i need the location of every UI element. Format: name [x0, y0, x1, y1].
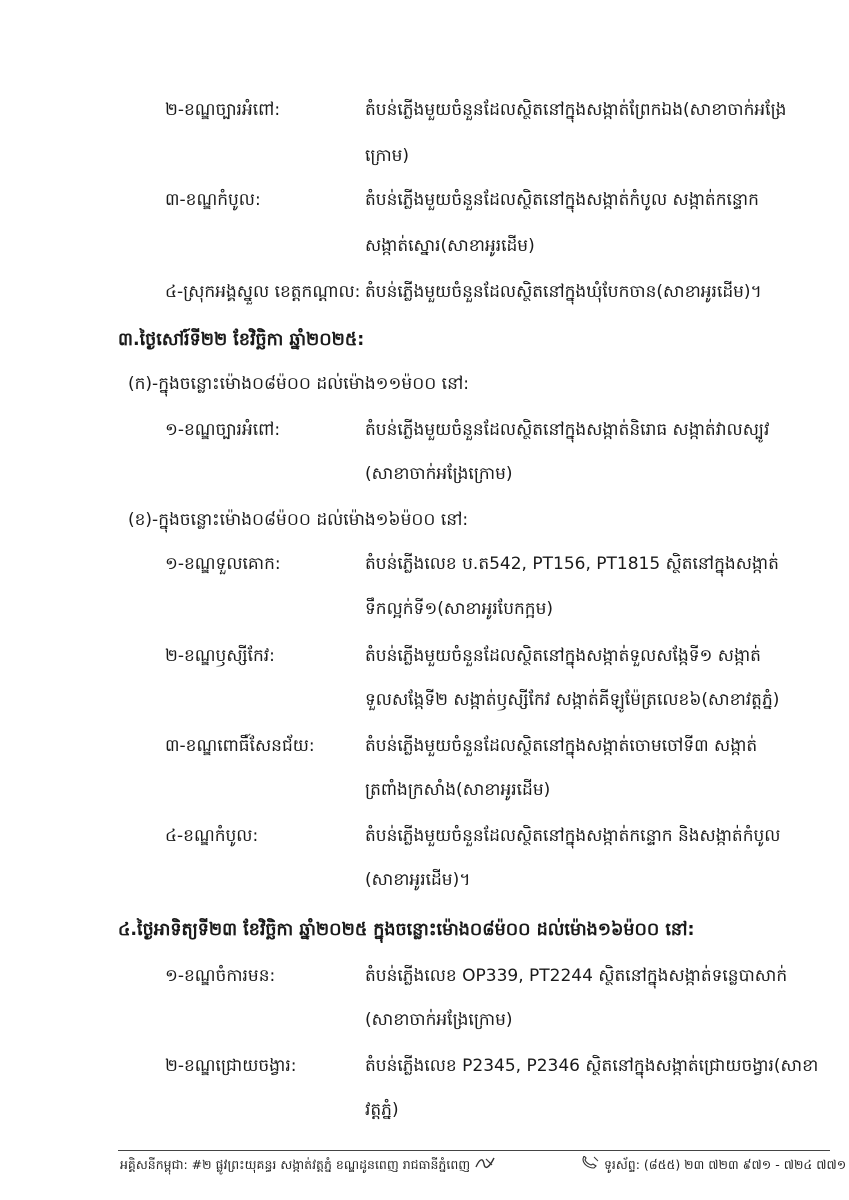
list-item-continuation [0, 778, 849, 812]
item-text: តំបន់ភ្លើងលេខ ប.ត542, PT156, PT1815 ស្ថិតនៅក្នុងសង្កាត់ [365, 554, 779, 574]
item-label: ២-ខណ្ឌឫស្សីកែវ: [165, 646, 275, 666]
item-text: តំបន់ភ្លើងមួយចំនួនដែលស្ថិតនៅក្នុងសង្កាត់ទួលសង្កែទី១ សង្កាត់ [365, 646, 761, 666]
phone-icon [580, 1156, 600, 1175]
item-label: ១-ខណ្ឌចំការមន: [165, 966, 276, 986]
footer-address [120, 1156, 496, 1175]
subsection-heading [0, 508, 849, 542]
item-text: តំបន់ភ្លើងមួយចំនួនដែលស្ថិតនៅក្នុងសង្កាត់ព្រែកឯង(សាខាចាក់អង្រែ [365, 100, 787, 120]
item-text-continued: (សាខាចាក់អង្រែក្រោម) [365, 1010, 513, 1030]
subsection-a: (ក)-ក្នុងចន្លោះម៉ោង០៨ម៉០០ ដល់ម៉ោង១១ម៉០០ នៅ: [128, 374, 469, 394]
section-4-heading: ៤.ថ្ងៃអាទិត្យទី២៣ ខែវិច្ឆិកា ឆ្នាំ២០២៥ ក្នុងចន្លោះម៉ោង០៨ម៉០០ ដល់ម៉ោង១៦ម៉០០ នៅ: [118, 920, 695, 940]
list-item [0, 98, 849, 132]
item-label: ៣-ខណ្ឌពោធិ៍សែនជ័យ: [165, 736, 315, 756]
list-item-continuation [0, 234, 849, 268]
list-item [0, 734, 849, 768]
item-text: តំបន់ភ្លើងលេខ P2345, P2346 ស្ថិតនៅក្នុងសង្កាត់ជ្រោយចង្វារ(សាខា [365, 1056, 819, 1076]
subsection-heading [0, 372, 849, 406]
footer-address-text: អគ្គិសនីកម្ពុជា: #២ ផ្លូវព្រះយុគន្ធរ សង្កាត់វត្តភ្នំ ខណ្ឌដូនពេញ រាជធានីភ្នំពេញ [120, 1157, 471, 1172]
item-text-continued: (សាខាអូរដើម)។ [365, 870, 471, 890]
item-label: ៤-ស្រុកអង្គស្នួល ខេត្តកណ្តាល: [165, 282, 361, 302]
item-text: តំបន់ភ្លើងមួយចំនួនដែលស្ថិតនៅក្នុងសង្កាត់កន្ទោក និងសង្កាត់កំបូល [365, 826, 781, 846]
item-text-continued: (សាខាចាក់អង្រែក្រោម) [365, 464, 513, 484]
item-text: តំបន់ភ្លើងមួយចំនួនដែលស្ថិតនៅក្នុងសង្កាត់និរោធ សង្កាត់វាលស្បូវ [365, 420, 770, 440]
item-label: ៣-ខណ្ឌកំបូល: [165, 190, 261, 210]
footer-divider [118, 1150, 830, 1151]
item-text: តំបន់ភ្លើងមួយចំនួនដែលស្ថិតនៅក្នុងសង្កាត់កំបូល សង្កាត់កន្ទោក [365, 190, 759, 210]
list-item [0, 552, 849, 586]
section-heading [0, 918, 849, 952]
section-3-heading: ៣.ថ្ងៃសៅរ៍ទី២២ ខែវិច្ឆិកា ឆ្នាំ២០២៥: [118, 330, 365, 350]
item-text: តំបន់ភ្លើងមួយចំនួនដែលស្ថិតនៅក្នុងឃុំបែកចាន(សាខាអូរដើម)។ [365, 282, 762, 302]
item-label: ២-ខណ្ឌច្បារអំពៅ: [165, 100, 281, 120]
item-text-continued: ទួលសង្កែទី២ សង្កាត់ឫស្សីកែវ សង្កាត់គីឡូម៉ែត្រលេខ៦(សាខាវត្តភ្នំ) [365, 690, 780, 710]
list-item [0, 964, 849, 998]
item-label: ១-ខណ្ឌច្បារអំពៅ: [165, 420, 281, 440]
list-item-continuation [0, 1008, 849, 1042]
item-text-continued: វត្តភ្នំ) [365, 1100, 399, 1120]
list-item [0, 824, 849, 858]
item-label: ២-ខណ្ឌជ្រោយចង្វារ: [165, 1056, 297, 1076]
item-text-continued: ក្រោម) [365, 146, 410, 166]
list-item-continuation [0, 868, 849, 902]
item-label: ១-ខណ្ឌទួលគោក: [165, 554, 281, 574]
item-text: តំបន់ភ្លើងមួយចំនួនដែលស្ថិតនៅក្នុងសង្កាត់ចោមចៅទី៣ សង្កាត់ [365, 736, 758, 756]
item-text-continued: ទឹកល្អក់ទី១(សាខាអូរបែកក្អម) [365, 599, 553, 619]
list-item-continuation [0, 597, 849, 631]
list-item [0, 280, 849, 314]
section-heading [0, 328, 849, 362]
item-text-continued: សង្កាត់ស្នោរ(សាខាអូរដើម) [365, 236, 535, 256]
list-item [0, 188, 849, 222]
footer-phone [580, 1156, 846, 1175]
item-text: តំបន់ភ្លើងលេខ OP339, PT2244 ស្ថិតនៅក្នុងសង្កាត់ទន្លេបាសាក់ [365, 966, 788, 986]
list-item-continuation [0, 1098, 849, 1132]
item-text-continued: ត្រពាំងក្រសាំង(សាខាអូរដើម) [365, 780, 551, 800]
footer-phone-text: ទូរស័ព្ទ: (៨៥៥) ២៣ ៧២៣ ៩៧១ - ៧២៤ ៧៧១ [603, 1157, 847, 1172]
list-item-continuation [0, 144, 849, 178]
list-item [0, 644, 849, 678]
list-item [0, 1054, 849, 1088]
list-item [0, 418, 849, 452]
list-item-continuation [0, 462, 849, 496]
item-label: ៤-ខណ្ឌកំបូល: [165, 826, 259, 846]
subsection-b: (ខ)-ក្នុងចន្លោះម៉ោង០៨ម៉០០ ដល់ម៉ោង១៦ម៉០០ នៅ: [128, 510, 469, 530]
signature-mark-icon [474, 1156, 496, 1175]
list-item-continuation [0, 688, 849, 722]
